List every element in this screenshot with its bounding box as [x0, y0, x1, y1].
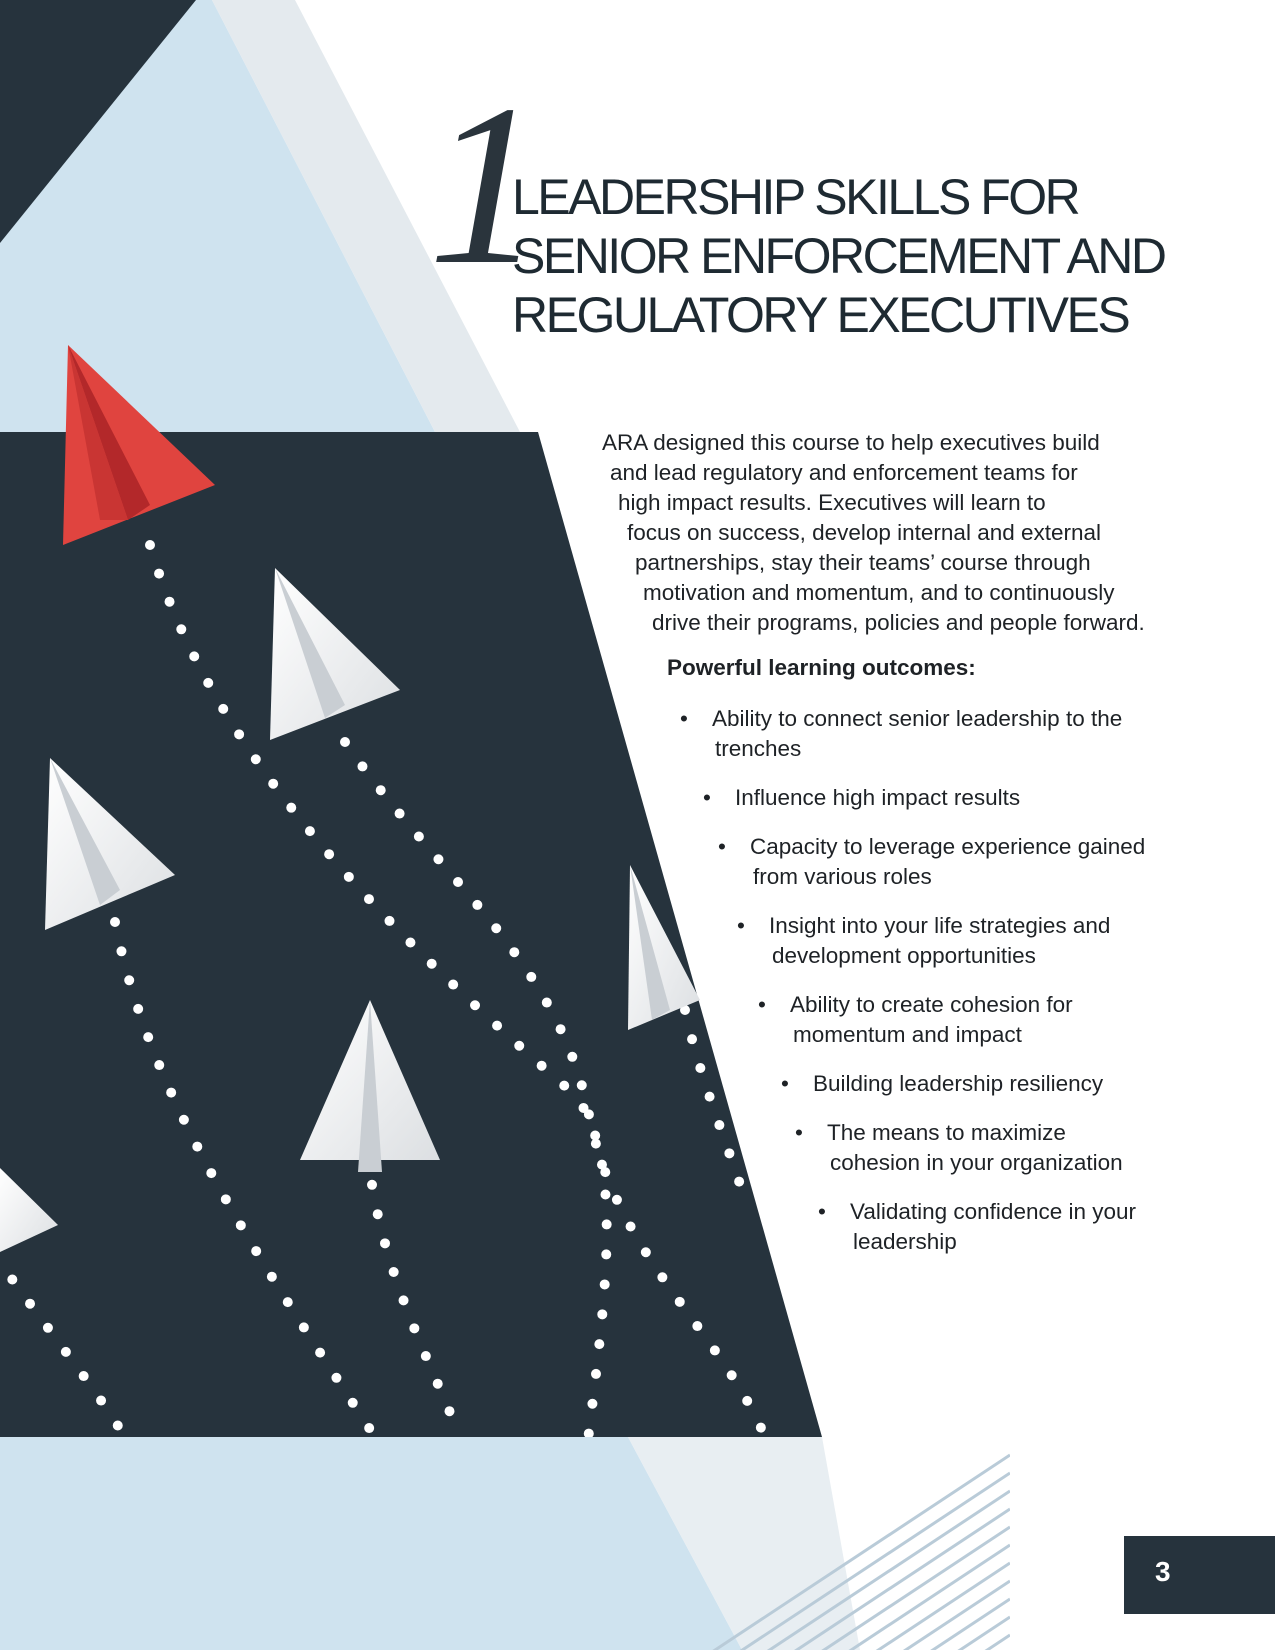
outcome-text: momentum and impact [793, 1022, 1022, 1047]
intro-line: and lead regulatory and enforcement teams for [610, 460, 1078, 485]
title-line: SENIOR ENFORCEMENT AND [512, 228, 1165, 284]
outcome-text: Validating confidence in your [850, 1199, 1137, 1224]
intro-line: focus on success, develop internal and external [627, 520, 1102, 545]
bullet-icon: • [737, 913, 745, 938]
outcome-text: Influence high impact results [735, 785, 1021, 810]
outcome-text: Capacity to leverage experience gained [750, 834, 1146, 859]
page-number: 3 [1155, 1556, 1171, 1587]
outcome-text: leadership [853, 1229, 957, 1254]
outcome-text: The means to maximize [827, 1120, 1066, 1145]
intro-line: motivation and momentum, and to continuously [643, 580, 1115, 605]
bullet-icon: • [795, 1120, 803, 1145]
outcomes-heading: Powerful learning outcomes: [667, 655, 976, 680]
intro-line: high impact results. Executives will learn to [618, 490, 1046, 515]
title-line: LEADERSHIP SKILLS FOR [512, 169, 1079, 225]
outcome-text: development opportunities [772, 943, 1036, 968]
outcome-text: from various roles [753, 864, 932, 889]
light-blue-band-lower [0, 1437, 742, 1650]
intro-line: drive their programs, policies and people forward. [652, 610, 1145, 635]
page-number-box [1124, 1536, 1275, 1614]
bullet-icon: • [718, 834, 726, 859]
bullet-icon: • [680, 706, 688, 731]
intro-line: ARA designed this course to help executives build [602, 430, 1100, 455]
outcome-text: Ability to connect senior leadership to the [712, 706, 1123, 731]
chapter-number: 1 [428, 57, 543, 312]
bullet-icon: • [758, 992, 766, 1017]
bullet-icon: • [781, 1071, 789, 1096]
outcome-text: trenches [715, 736, 802, 761]
bullet-icon: • [703, 785, 711, 810]
outcome-text: Ability to create cohesion for [790, 992, 1073, 1017]
bullet-icon: • [818, 1199, 826, 1224]
outcome-text: Insight into your life strategies and [769, 913, 1111, 938]
intro-line: partnerships, stay their teams’ course through [635, 550, 1091, 575]
page-title [512, 168, 1252, 345]
outcome-text: cohesion in your organization [830, 1150, 1123, 1175]
outcome-text: Building leadership resiliency [813, 1071, 1104, 1096]
title-line: REGULATORY EXECUTIVES [512, 287, 1129, 343]
